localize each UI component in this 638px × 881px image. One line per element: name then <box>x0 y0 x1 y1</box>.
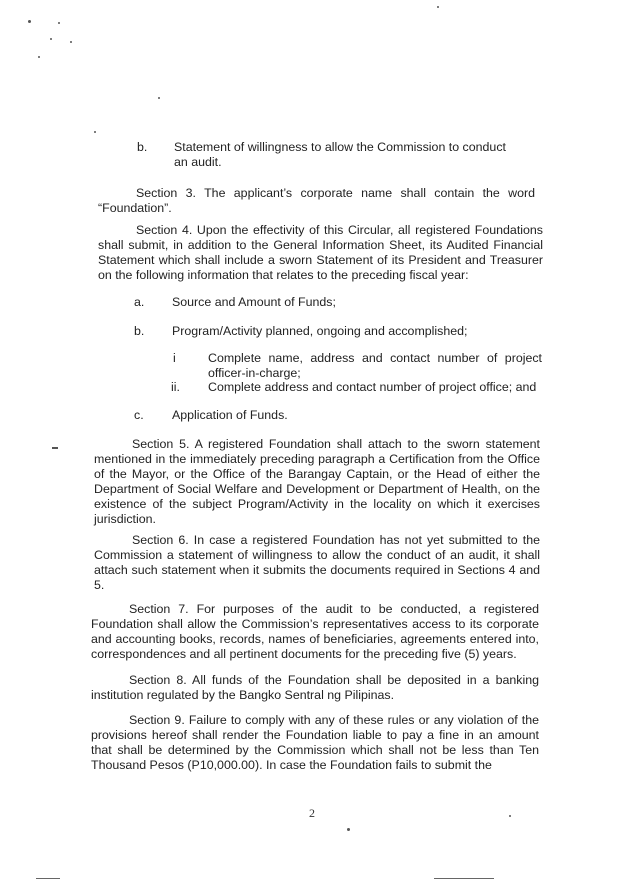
section-4: Section 4. Upon the effectivity of this Circular, all registered Foundations shall submit, in addition to the General Information Sheet, its Audited Financial Statement which shall include a sworn Statement of its President and Treasurer on the following information that relates to the preceding fiscal year: <box>98 223 543 282</box>
item-b-marker: b. <box>137 140 148 154</box>
section-8: Section 8. All funds of the Foundation shall be deposited in a banking institution regulated by the Bangko Sentral ng Pilipinas. <box>91 673 539 702</box>
item-b-text: Statement of willingness to allow the Commission to conduct an audit. <box>174 140 506 169</box>
sublist-item-i-text: Complete name, address and contact number of project officer-in-charge; <box>208 351 542 380</box>
scan-speck <box>347 828 350 831</box>
scan-speck <box>38 56 40 58</box>
scan-speck <box>52 447 58 449</box>
section-3: Section 3. The applicant’s corporate name shall contain the word “Foundation”. <box>98 186 535 215</box>
item-c-text: Application of Funds. <box>172 408 288 422</box>
list-item-a-text: Source and Amount of Funds; <box>172 295 336 309</box>
scan-speck <box>58 22 60 24</box>
scan-speck <box>50 38 52 40</box>
page-number: 2 <box>309 806 315 820</box>
scan-edge-mark <box>36 878 60 879</box>
scan-speck <box>28 20 31 23</box>
list-item-b-marker: b. <box>134 324 145 338</box>
list-item-a-marker: a. <box>134 295 145 309</box>
sublist-item-i-marker: i <box>173 351 176 365</box>
scan-speck <box>509 815 511 817</box>
scan-speck <box>94 131 96 133</box>
sublist-item-ii-text: Complete address and contact number of project office; and <box>208 380 537 394</box>
item-c-marker: c. <box>134 408 144 422</box>
sublist-item-ii-marker: ii. <box>171 380 180 394</box>
section-7: Section 7. For purposes of the audit to be conducted, a registered Foundation shall allow the Commission’s representatives access to its corporate and accounting books, records, names of beneficiaries, agreements entered into, correspondences and all pertinent documents for the preceding five (5) years. <box>91 602 539 661</box>
section-6: Section 6. In case a registered Foundation has not yet submitted to the Commission a statement of willingness to allow the conduct of an audit, it shall attach such statement when it submits the documents required in Sections 4 and 5. <box>94 533 540 592</box>
scan-speck <box>70 41 72 43</box>
scan-edge-mark <box>434 878 494 879</box>
scan-speck <box>437 6 439 8</box>
section-9: Section 9. Failure to comply with any of these rules or any violation of the provisions hereof shall render the Foundation liable to pay a fine in an amount that shall be determined by the Commission which shall not be less than Ten Thousand Pesos (P10,000.00). In case the Foundation fails to submit the <box>91 713 539 772</box>
list-item-b-text: Program/Activity planned, ongoing and accomplished; <box>172 324 468 338</box>
section-5: Section 5. A registered Foundation shall attach to the sworn statement mentioned in the immediately preceding paragraph a Certification from the Office of the Mayor, or the Office of the Barangay Captain, or the Head of either the Department of Social Welfare and Development or Department of Health, on the existence of the subject Program/Activity in the locality on which it exercises jurisdiction. <box>94 437 540 526</box>
scan-speck <box>158 97 160 99</box>
